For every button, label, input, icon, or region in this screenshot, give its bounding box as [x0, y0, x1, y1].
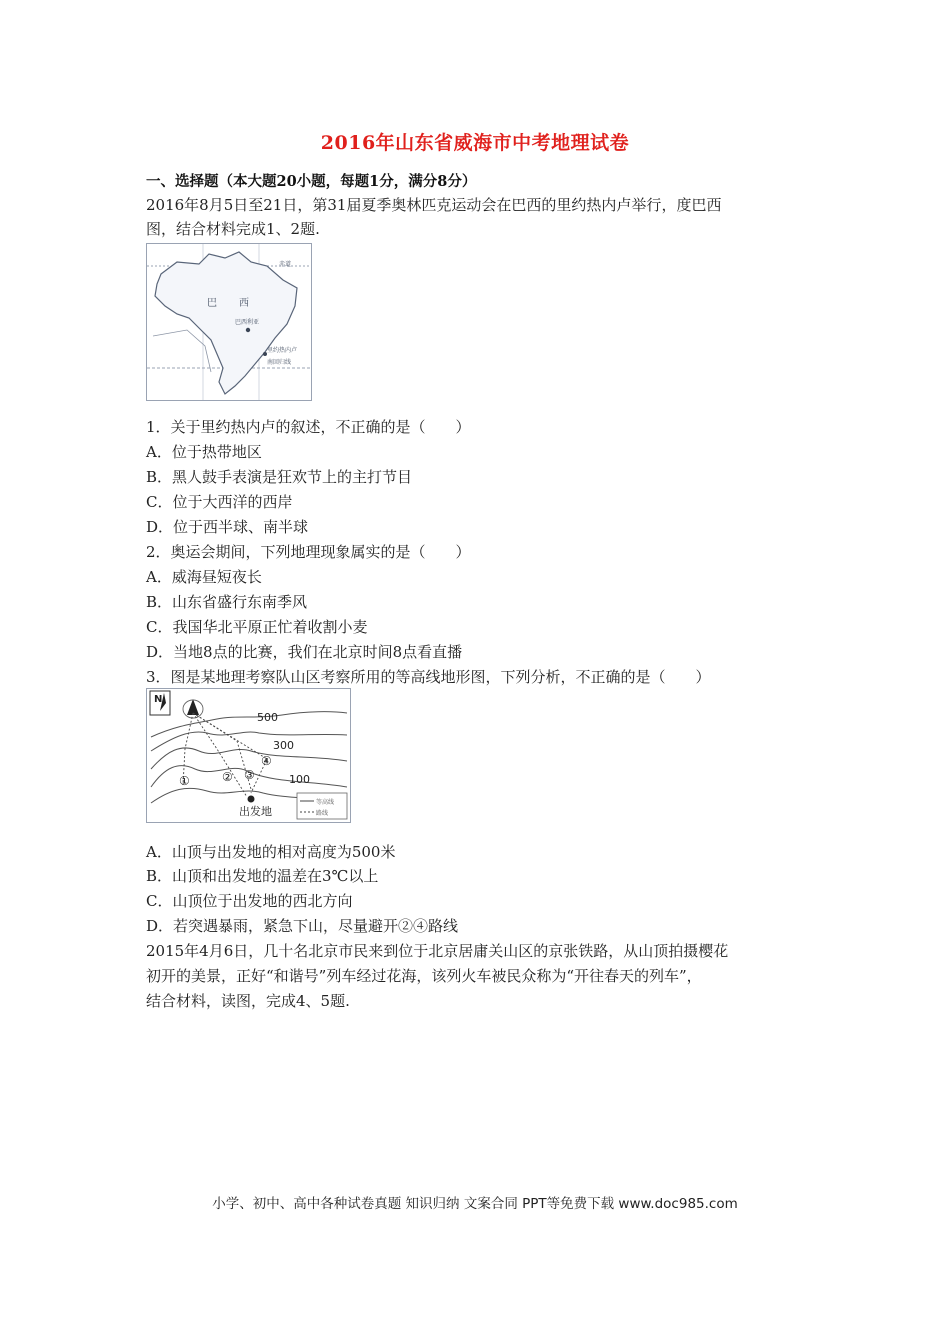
legend-contour-label: 等高线 — [316, 799, 335, 806]
q1-option-d: D．位于西半球、南半球 — [146, 518, 309, 536]
q2-option-b: B．山东省盛行东南季风 — [146, 593, 308, 611]
page-footer: 小学、初中、高中各种试卷真题 知识归纳 文案合同 PPT等免费下载 www.doc985.com — [212, 1196, 738, 1212]
map-label-xi: 西 — [239, 298, 249, 309]
contour-map-figure — [146, 688, 351, 823]
contour-label-300: 300 — [273, 739, 294, 752]
intro2-line2: 初开的美景，正好“和谐号”列车经过花海，该列火车被民众称为“开往春天的列车”， — [146, 967, 702, 985]
route-marker-3: ③ — [244, 768, 255, 782]
capital-marker — [246, 328, 250, 332]
q3-option-c: C．山顶位于出发地的西北方向 — [146, 892, 353, 910]
map-label-ba: 巴 — [207, 298, 217, 309]
route-marker-1: ① — [179, 774, 190, 788]
q1-stem: 1．关于里约热内卢的叙述，不正确的是（ ） — [146, 418, 471, 436]
intro2-line1: 2015年4月6日，几十名北京市民来到位于北京居庸关山区的京张铁路，从山顶拍摄樱花 — [146, 942, 729, 960]
start-point-marker — [248, 796, 255, 803]
q3-option-b: B．山顶和出发地的温差在3℃以上 — [146, 867, 379, 885]
legend-route-label: 路线 — [316, 810, 329, 817]
q2-option-a: A．威海昼短夜长 — [146, 568, 262, 586]
contour-label-500: 500 — [257, 711, 278, 724]
intro1-line1: 2016年8月5日至21日，第31届夏季奥林匹克运动会在巴西的里约热内卢举行，度巴西 — [146, 196, 722, 214]
map-label-rio: 里约热内卢 — [267, 347, 298, 354]
q1-option-a: A．位于热带地区 — [146, 443, 262, 461]
section-heading: 一、选择题（本大题20小题，每题1分，满分8分） — [146, 173, 477, 190]
map-label-capital: 巴西利亚 — [235, 319, 260, 326]
intro2-line3: 结合材料，读图，完成4、5题. — [146, 992, 350, 1010]
brazil-map-figure — [146, 243, 312, 401]
map-label-tropic: 南回归线 — [267, 359, 292, 366]
q2-option-d: D．当地8点的比赛，我们在北京时间8点看直播 — [146, 643, 463, 661]
route-marker-2: ② — [222, 770, 233, 784]
intro1-line2: 图，结合材料完成1、2题. — [146, 220, 320, 238]
q1-option-b: B．黑人鼓手表演是狂欢节上的主打节目 — [146, 468, 413, 486]
q3-stem: 3．图是某地理考察队山区考察所用的等高线地形图，下列分析，不正确的是（ ） — [146, 668, 711, 686]
start-label: 出发地 — [239, 805, 272, 818]
q1-option-c: C．位于大西洋的西岸 — [146, 493, 293, 511]
q2-option-c: C．我国华北平原正忙着收割小麦 — [146, 618, 368, 636]
q3-option-d: D．若突遇暴雨，紧急下山，尽量避开②④路线 — [146, 917, 459, 935]
page-title: 2016年山东省威海市中考地理试卷 — [320, 132, 630, 154]
q2-stem: 2．奥运会期间，下列地理现象属实的是（ ） — [146, 543, 471, 561]
north-label: N — [154, 694, 163, 705]
route-marker-4: ④ — [261, 754, 272, 768]
q3-option-a: A．山顶与出发地的相对高度为500米 — [146, 843, 396, 861]
map-label-top-right: 赤道 — [279, 261, 292, 268]
contour-label-100: 100 — [289, 773, 310, 786]
